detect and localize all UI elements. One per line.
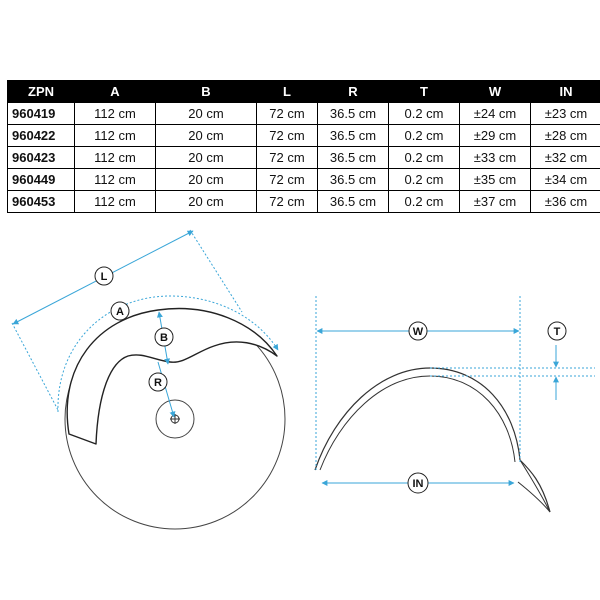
cell-in: ±32 cm [531, 147, 600, 169]
cell-in: ±36 cm [531, 191, 600, 213]
cell-b: 20 cm [156, 191, 257, 213]
cell-w: ±33 cm [460, 147, 531, 169]
label-t [548, 322, 566, 340]
spec-table [7, 80, 600, 213]
cell-b: 20 cm [156, 147, 257, 169]
cell-a: 112 cm [75, 191, 156, 213]
fender-front-flap [518, 460, 550, 512]
cell-r: 36.5 cm [318, 125, 389, 147]
cell-zpn: 960422 [8, 125, 75, 147]
cell-zpn: 960453 [8, 191, 75, 213]
label-l-text: L [100, 271, 108, 283]
cell-b: 20 cm [156, 103, 257, 125]
cell-r: 36.5 cm [318, 169, 389, 191]
label-t-text: T [553, 326, 561, 338]
cell-in: ±28 cm [531, 125, 600, 147]
cell-a: 112 cm [75, 125, 156, 147]
label-a [111, 302, 129, 320]
fender-front-inner [320, 376, 515, 470]
header-r: R [318, 80, 389, 103]
cell-l: 72 cm [257, 191, 318, 213]
cell-in: ±34 cm [531, 169, 600, 191]
cell-r: 36.5 cm [318, 147, 389, 169]
fender-diagram [0, 220, 600, 550]
label-b [155, 328, 173, 346]
side-view [12, 230, 285, 529]
cell-r: 36.5 cm [318, 191, 389, 213]
header-a: A [75, 80, 156, 103]
label-r-text: R [154, 377, 162, 389]
cell-w: ±24 cm [460, 103, 531, 125]
label-r [149, 373, 167, 391]
header-in: IN [531, 80, 600, 103]
cell-t: 0.2 cm [389, 191, 460, 213]
cell-l: 72 cm [257, 103, 318, 125]
cell-l: 72 cm [257, 169, 318, 191]
cell-in: ±23 cm [531, 103, 600, 125]
label-a-text: A [116, 306, 124, 318]
cell-w: ±29 cm [460, 125, 531, 147]
fender-side-shape [67, 309, 277, 444]
spec-table-body [8, 103, 600, 213]
header-b: B [156, 80, 257, 103]
l-ext-left [12, 323, 58, 410]
cell-a: 112 cm [75, 103, 156, 125]
cell-a: 112 cm [75, 169, 156, 191]
cell-a: 112 cm [75, 147, 156, 169]
table-row [8, 191, 600, 213]
spec-table-head [8, 80, 600, 103]
label-b-text: B [160, 332, 168, 344]
label-w-text: W [412, 326, 424, 338]
hub-cross-icon [170, 414, 180, 424]
header-w: W [460, 80, 531, 103]
cell-b: 20 cm [156, 169, 257, 191]
cell-w: ±35 cm [460, 169, 531, 191]
header-zpn: ZPN [8, 80, 75, 103]
cell-t: 0.2 cm [389, 169, 460, 191]
fender-front-outer [315, 368, 550, 512]
table-row [8, 169, 600, 191]
l-ext-right [190, 230, 242, 312]
cell-zpn: 960423 [8, 147, 75, 169]
label-in [408, 473, 428, 493]
spec-header-row [8, 80, 600, 103]
table-row [8, 147, 600, 169]
label-l [95, 267, 113, 285]
cell-w: ±37 cm [460, 191, 531, 213]
cell-t: 0.2 cm [389, 147, 460, 169]
cell-t: 0.2 cm [389, 103, 460, 125]
cell-b: 20 cm [156, 125, 257, 147]
label-w [409, 322, 427, 340]
cell-zpn: 960449 [8, 169, 75, 191]
cell-zpn: 960419 [8, 103, 75, 125]
cell-l: 72 cm [257, 125, 318, 147]
cell-l: 72 cm [257, 147, 318, 169]
cell-r: 36.5 cm [318, 103, 389, 125]
table-row [8, 125, 600, 147]
front-view [315, 296, 595, 512]
header-t: T [389, 80, 460, 103]
header-l: L [257, 80, 318, 103]
cell-t: 0.2 cm [389, 125, 460, 147]
label-in-text: IN [412, 478, 424, 490]
table-row [8, 103, 600, 125]
